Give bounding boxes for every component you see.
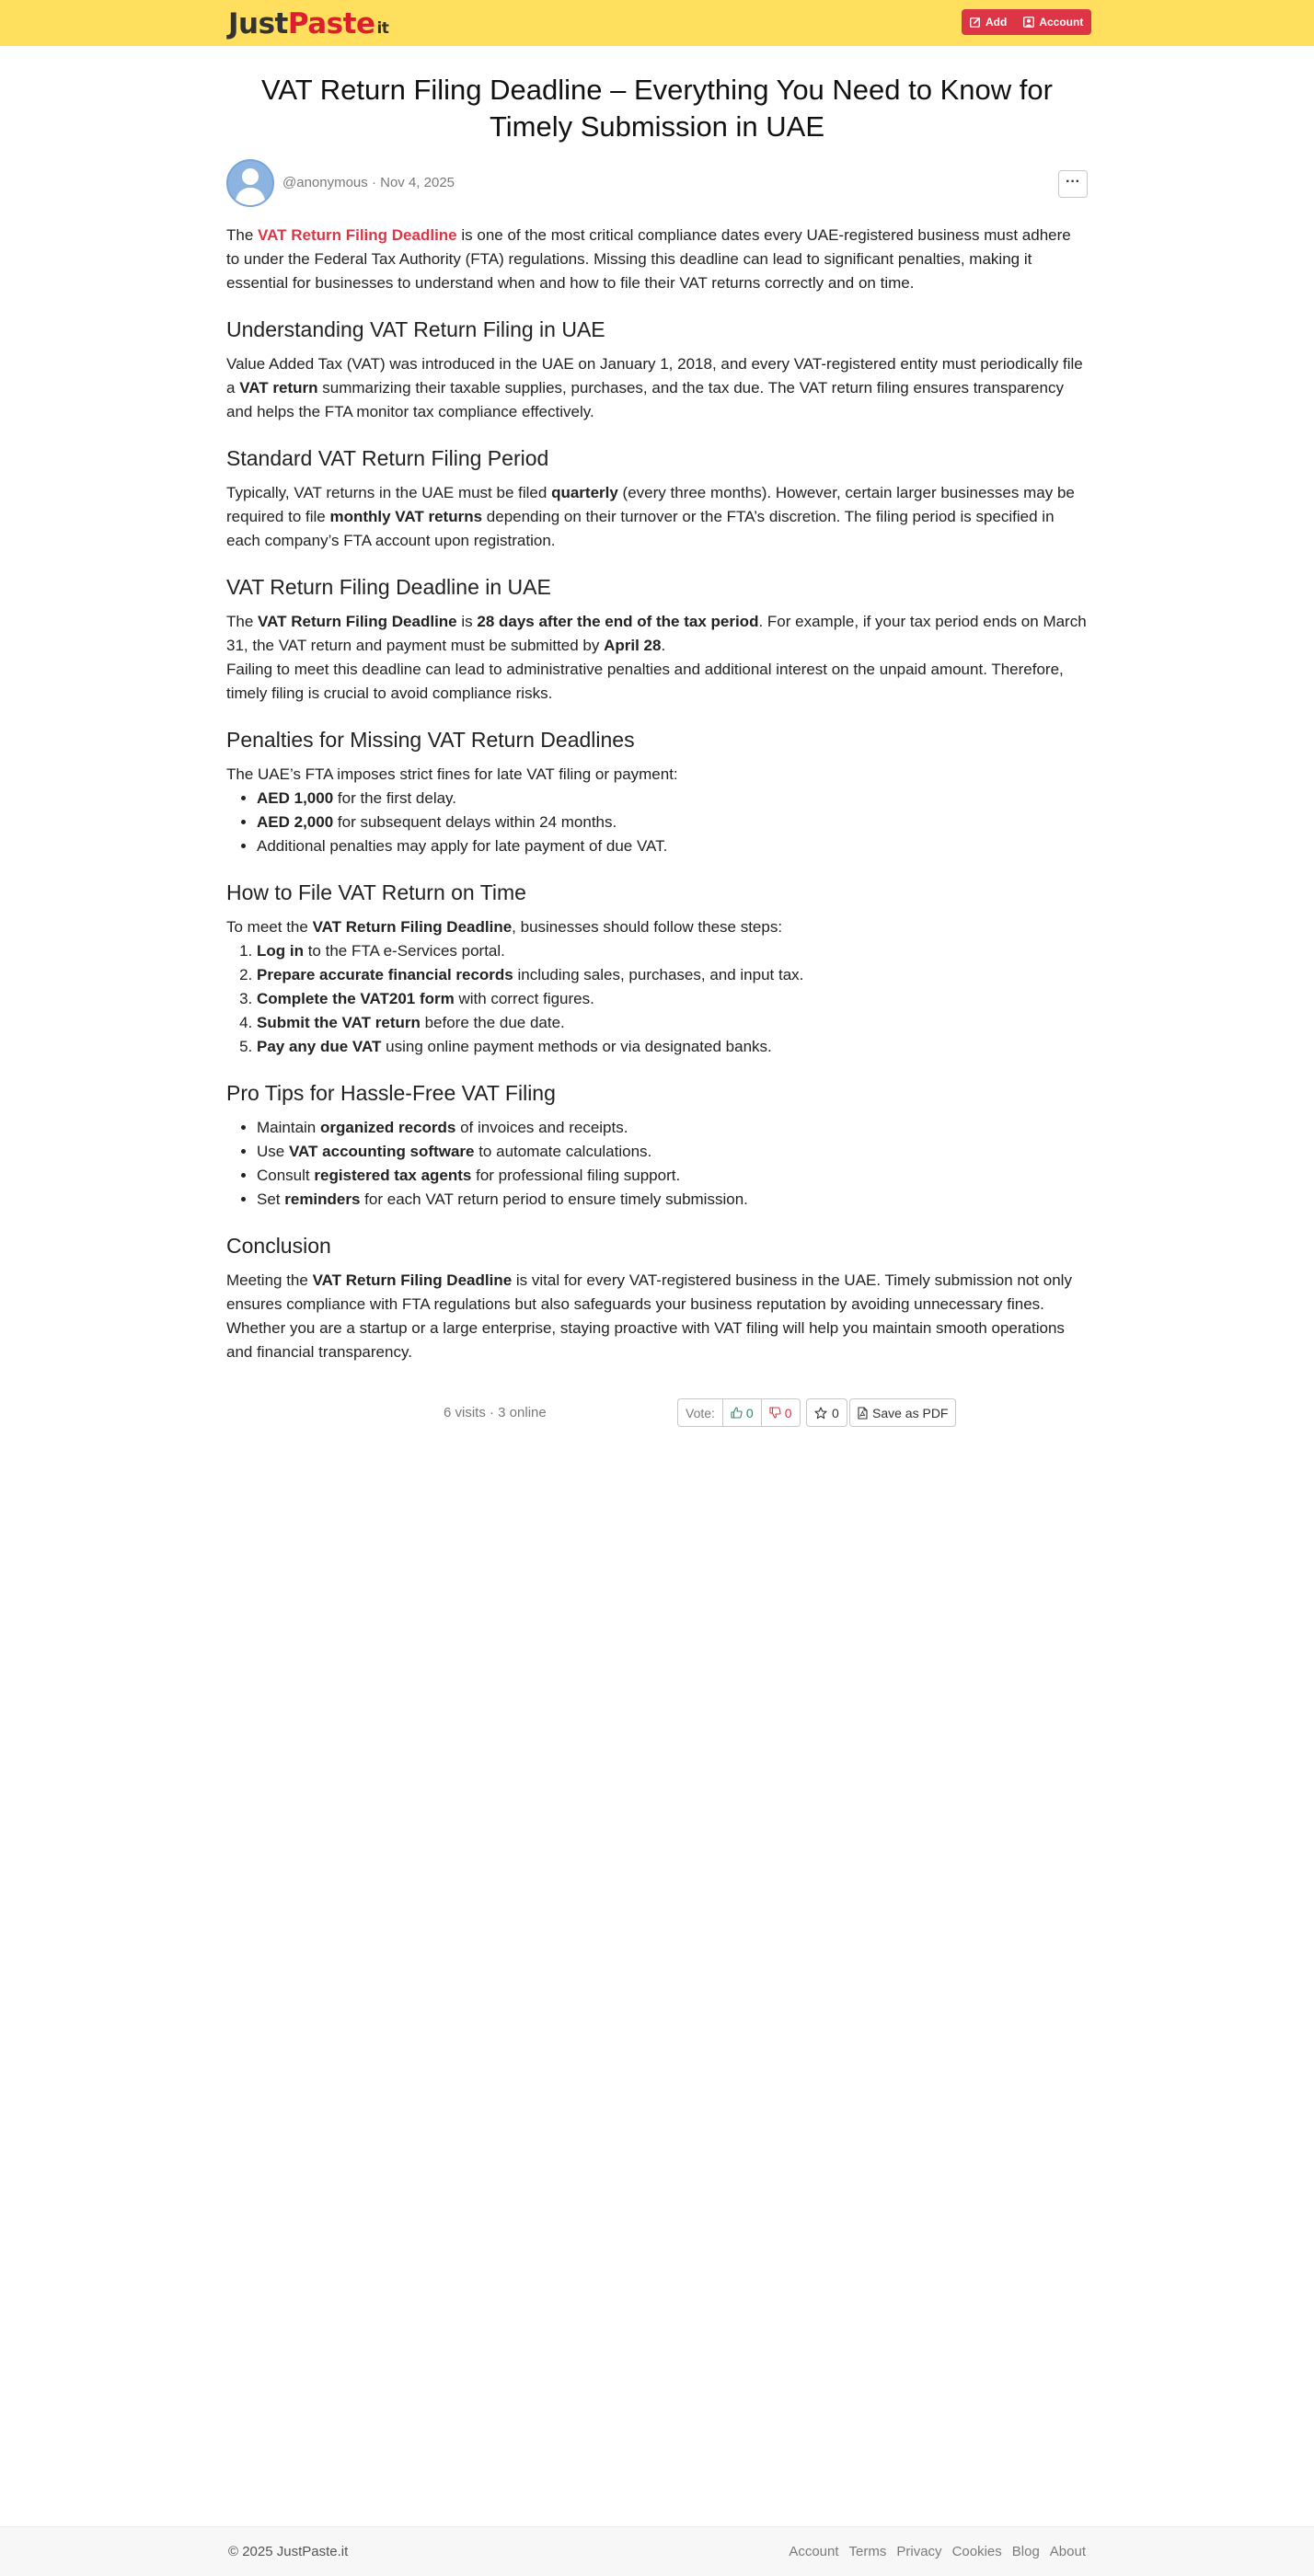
section-heading: Understanding VAT Return Filing in UAE xyxy=(226,317,605,341)
avatar[interactable] xyxy=(226,159,274,207)
paragraph: The VAT Return Filing Deadline is 28 days after the end of the tax period. For example, if your tax period ends on March 31, the VAT return and payment must be submitted by April 28. Failing to meet this deadline can lead to administrative penalties and additional interest on the unpaid amount. Therefore, timely filing is crucial to avoid compliance risks. xyxy=(226,613,1087,702)
steps-list xyxy=(257,939,1088,1059)
site-logo[interactable]: JustPaste it xyxy=(228,7,389,40)
article-stats xyxy=(226,1398,1088,1428)
list-item: • Consult registered tax agents for professional filing support. xyxy=(257,1164,1088,1188)
paragraph: The UAE’s FTA imposes strict fines for late VAT filing or payment: xyxy=(226,765,678,783)
footer-link-privacy[interactable]: Privacy xyxy=(896,2544,942,2559)
list-item: 2. Prepare accurate financial records including sales, purchases, and input tax. xyxy=(257,963,1088,987)
thumbs-up-icon xyxy=(731,1407,743,1419)
vote-box xyxy=(677,1398,801,1427)
section-heading: Standard VAT Return Filing Period xyxy=(226,446,549,470)
list-item: • Additional penalties may apply for late payment of due VAT. xyxy=(257,834,1088,858)
list-item: • Set reminders for each VAT return period to ensure timely submission. xyxy=(257,1188,1088,1212)
copyright-text: © 2025 JustPaste.it xyxy=(228,2544,349,2559)
publish-date: Nov 4, 2025 xyxy=(380,175,455,190)
vote-label: Vote: xyxy=(678,1399,723,1426)
paragraph: Value Added Tax (VAT) was introduced in the UAE on January 1, 2018, and every VAT-registered entity must periodically file a VAT return summarizing their taxable supplies, purchases, and the tax due. The VAT return filing ensures transparency and helps the FTA monitor tax compliance effectively. xyxy=(226,355,1083,420)
footer-link-terms[interactable]: Terms xyxy=(848,2544,887,2559)
visit-counter: 6 visits · 3 online xyxy=(444,1405,547,1420)
section-heading: VAT Return Filing Deadline in UAE xyxy=(226,575,551,599)
account-button-label: Account xyxy=(1039,16,1084,29)
article-title: VAT Return Filing Deadline – Everything You Need to Know for Timely Submission in UAE xyxy=(261,74,1053,143)
list-item: • AED 2,000 for subsequent delays within 24 months. xyxy=(257,811,1088,834)
downvote-button[interactable] xyxy=(762,1399,800,1426)
upvote-button[interactable] xyxy=(723,1399,762,1426)
account-button[interactable] xyxy=(1015,9,1091,35)
paragraph: Typically, VAT returns in the UAE must be filed quarterly (every three months). However, certain larger businesses may be required to file monthly VAT returns depending on their turnover or the FTA’s discretion. The filing period is specified in each company’s FTA account upon registration. xyxy=(226,484,1075,549)
article-keyword-link[interactable]: VAT Return Filing Deadline xyxy=(258,226,457,244)
downvote-count: 0 xyxy=(784,1405,792,1420)
list-item: 1. Log in to the FTA e-Services portal. xyxy=(257,939,1088,963)
user-icon xyxy=(1023,17,1034,28)
author-date: @anonymous · Nov 4, 2025 xyxy=(282,175,455,190)
top-navbar xyxy=(0,0,1314,46)
footer-link-cookies[interactable]: Cookies xyxy=(951,2544,1002,2559)
footer-link-account[interactable]: Account xyxy=(789,2544,839,2559)
author-name[interactable]: @anonymous xyxy=(282,175,368,190)
save-pdf-button[interactable] xyxy=(849,1398,956,1427)
footer-link-about[interactable]: About xyxy=(1049,2544,1086,2559)
list-item: • AED 1,000 for the first delay. xyxy=(257,787,1088,811)
list-item: • Use VAT accounting software to automate calculations. xyxy=(257,1140,1088,1164)
more-options-button[interactable]: ··· xyxy=(1058,170,1088,198)
header-button-group xyxy=(962,9,1091,35)
paragraph: To meet the VAT Return Filing Deadline, businesses should follow these steps: xyxy=(226,918,783,936)
article-meta xyxy=(226,159,1088,207)
footer-link-blog[interactable]: Blog xyxy=(1011,2544,1040,2559)
add-button[interactable] xyxy=(962,9,1015,35)
page-footer xyxy=(0,2526,1314,2576)
thumbs-down-icon xyxy=(769,1407,781,1419)
pdf-file-icon xyxy=(858,1407,868,1420)
intro-paragraph: The VAT Return Filing Deadline is one of the most critical compliance dates every UAE-registered business must adhere to under the Federal Tax Authority (FTA) regulations. Missing this deadline can lead to significant penalties, making it essential for businesses to understand when and how to file their VAT returns correctly and on time. xyxy=(226,226,1071,292)
favorite-button[interactable] xyxy=(806,1398,847,1427)
footer-links xyxy=(789,2544,1086,2559)
upvote-count: 0 xyxy=(745,1405,754,1420)
save-pdf-label: Save as PDF xyxy=(872,1405,949,1420)
user-avatar-icon xyxy=(228,161,272,205)
section-heading: Pro Tips for Hassle-Free VAT Filing xyxy=(226,1081,556,1105)
edit-icon xyxy=(970,17,981,28)
section-heading: Conclusion xyxy=(226,1234,331,1258)
star-icon xyxy=(814,1407,827,1420)
list-item: 5. Pay any due VAT using online payment methods or via designated banks. xyxy=(257,1035,1088,1059)
list-item: • Maintain organized records of invoices and receipts. xyxy=(257,1116,1088,1140)
add-button-label: Add xyxy=(986,16,1008,29)
favorite-count: 0 xyxy=(832,1405,839,1420)
section-heading: Penalties for Missing VAT Return Deadlines xyxy=(226,728,635,752)
list-item: 4. Submit the VAT return before the due date. xyxy=(257,1011,1088,1035)
tips-list xyxy=(257,1116,1088,1212)
section-heading: How to File VAT Return on Time xyxy=(226,880,526,904)
list-item: 3. Complete the VAT201 form with correct figures. xyxy=(257,987,1088,1011)
paragraph: Meeting the VAT Return Filing Deadline is vital for every VAT-registered business in the UAE. Timely submission not only ensures compliance with FTA regulations but also safeguards your business reputation by avoiding unnecessary fines. Whether you are a startup or a large enterprise, staying proactive with VAT filing will help you maintain smooth operations and financial transparency. xyxy=(226,1271,1072,1361)
penalties-list xyxy=(257,787,1088,858)
article-body xyxy=(226,224,1088,1375)
